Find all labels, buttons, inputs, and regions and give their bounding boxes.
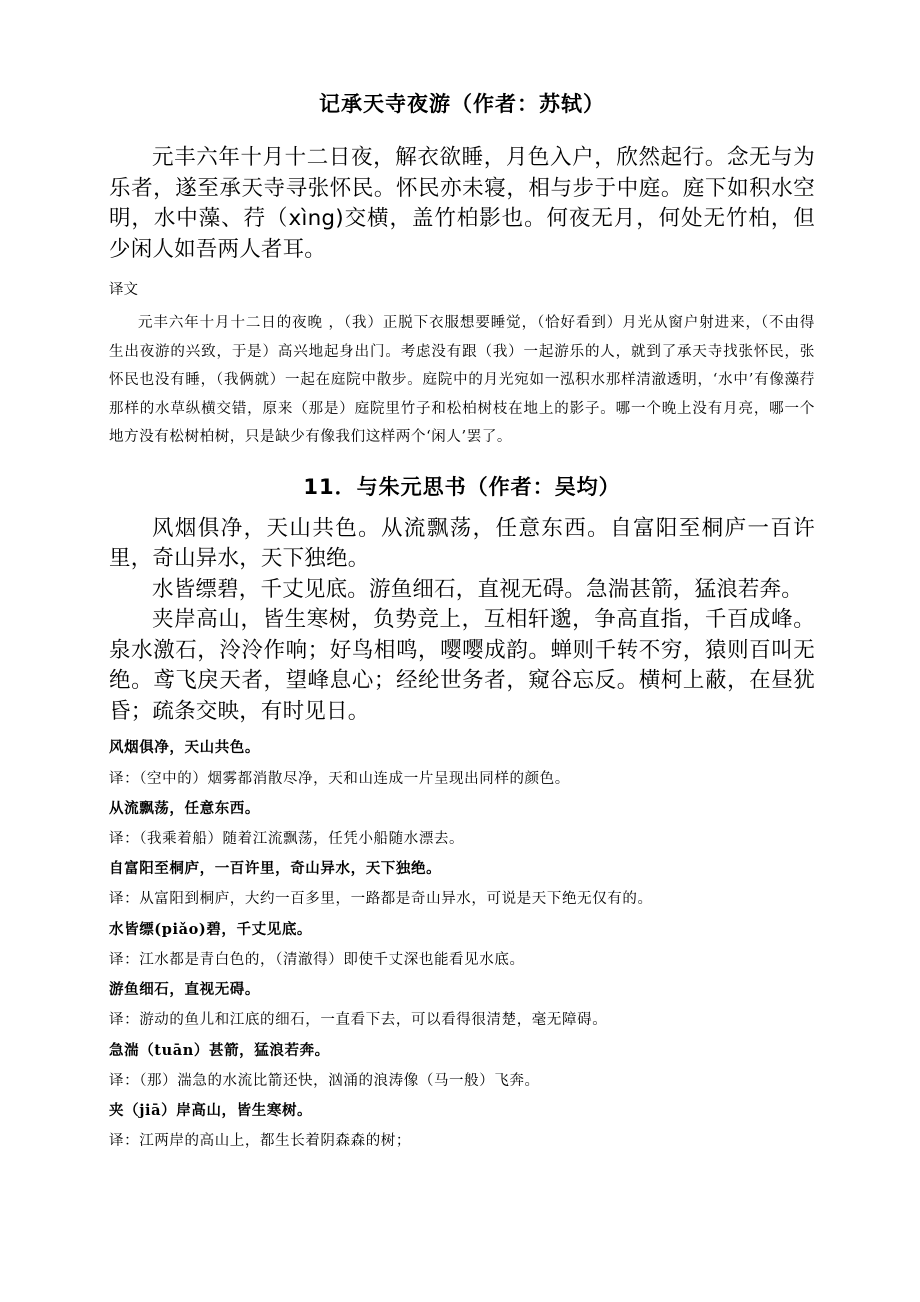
note-sentence: 急湍（tuān）甚箭，猛浪若奔。 [109,1041,330,1059]
document-page [109,0,815,1156]
note-translation: 译：从富阳到桐庐，大约一百多里，一路都是奇山异水，可说是天下绝无仅有的。 [109,891,653,908]
note-translation: 译：（空中的）烟雾都消散尽净，天和山连成一片呈现出同样的颜色。 [109,770,570,787]
note-sentence: 水皆缥(piǎo)碧，千丈见底。 [109,920,313,938]
section2-paragraph: 水皆缥碧，千丈见底。游鱼细石，直视无碍。急湍甚箭，猛浪若奔。 [152,576,804,602]
note-translation: 译：游动的鱼儿和江底的细石，一直看下去，可以看得很清楚，毫无障碍。 [109,1012,608,1029]
sentence-notes [109,733,815,1156]
note-translation: 译：（那）湍急的水流比箭还快，汹涌的浪涛像（马一般）飞奔。 [109,1072,540,1089]
section2-title: 11．与朱元思书（作者：吴均） [303,474,621,499]
note-translation: 译：江两岸的高山上，都生长着阴森森的树； [109,1133,411,1150]
section1-translation-text: 元丰六年十月十二日的夜晚 ，（我）正脱下衣服想要睡觉，（恰好看到）月光从窗户射进来，（不由得生出夜游的兴致，于是）高兴地起身出门。考虑没有跟（我）一起游乐的人，就到了承天寺找张怀民，张怀民也没有睡，（我俩就）一起在庭院中散步。庭院中的月光宛如一泓积水那样清澈透明，‘水中’有像藻荇那样的水草纵横交错，原来（那是）庭院里竹子和松柏树枝在地上的影子。哪一个晚上没有月亮，哪一个地方没有松树柏树，只是缺少有像我们这样两个‘闲人’罢了。 [109,315,815,446]
section2-paragraph: 夹岸高山，皆生寒树，负势竞上，互相轩邈，争高直指，千百成峰。泉水激石，泠泠作响；好鸟相鸣，嘤嘤成韵。蝉则千转不穷，猿则百叫无绝。鸢飞戾天者，望峰息心；经纶世务者，窥谷忘反。横柯上蔽，在昼犹昏；疏条交映，有时见日。 [109,607,815,724]
note-translation: 译：（我乘着船）随着江流飘荡，任凭小船随水漂去。 [109,831,465,848]
note-sentence: 夹（jiā）岸高山，皆生寒树。 [109,1101,313,1119]
section1-title: 记承天寺夜游（作者：苏轼） [319,92,605,116]
section2-paragraph: 风烟俱净，天山共色。从流飘荡，任意东西。自富阳至桐庐一百许里，奇山异水，天下独绝。 [109,515,815,572]
note-sentence: 自富阳至桐庐，一百许里，奇山异水，天下独绝。 [109,860,442,878]
section1-original-text: 元丰六年十月十二日夜，解衣欲睡，月色入户，欣然起行。念无与为乐者，遂至承天寺寻张怀民。怀民亦未寝，相与步于中庭。庭下如积水空明，水中藻、荇（xìng)交横，盖竹柏影也。何夜无月，何处无竹柏，但少闲人如吾两人者耳。 [109,145,815,262]
note-sentence: 从流飘荡，任意东西。 [109,799,260,817]
translation-label: 译文 [109,282,138,298]
note-translation: 译：江水都是青白色的，（清澈得）即使千丈深也能看见水底。 [109,951,525,968]
note-sentence: 风烟俱净，天山共色。 [109,739,260,757]
note-sentence: 游鱼细石，直视无碍。 [109,981,260,999]
